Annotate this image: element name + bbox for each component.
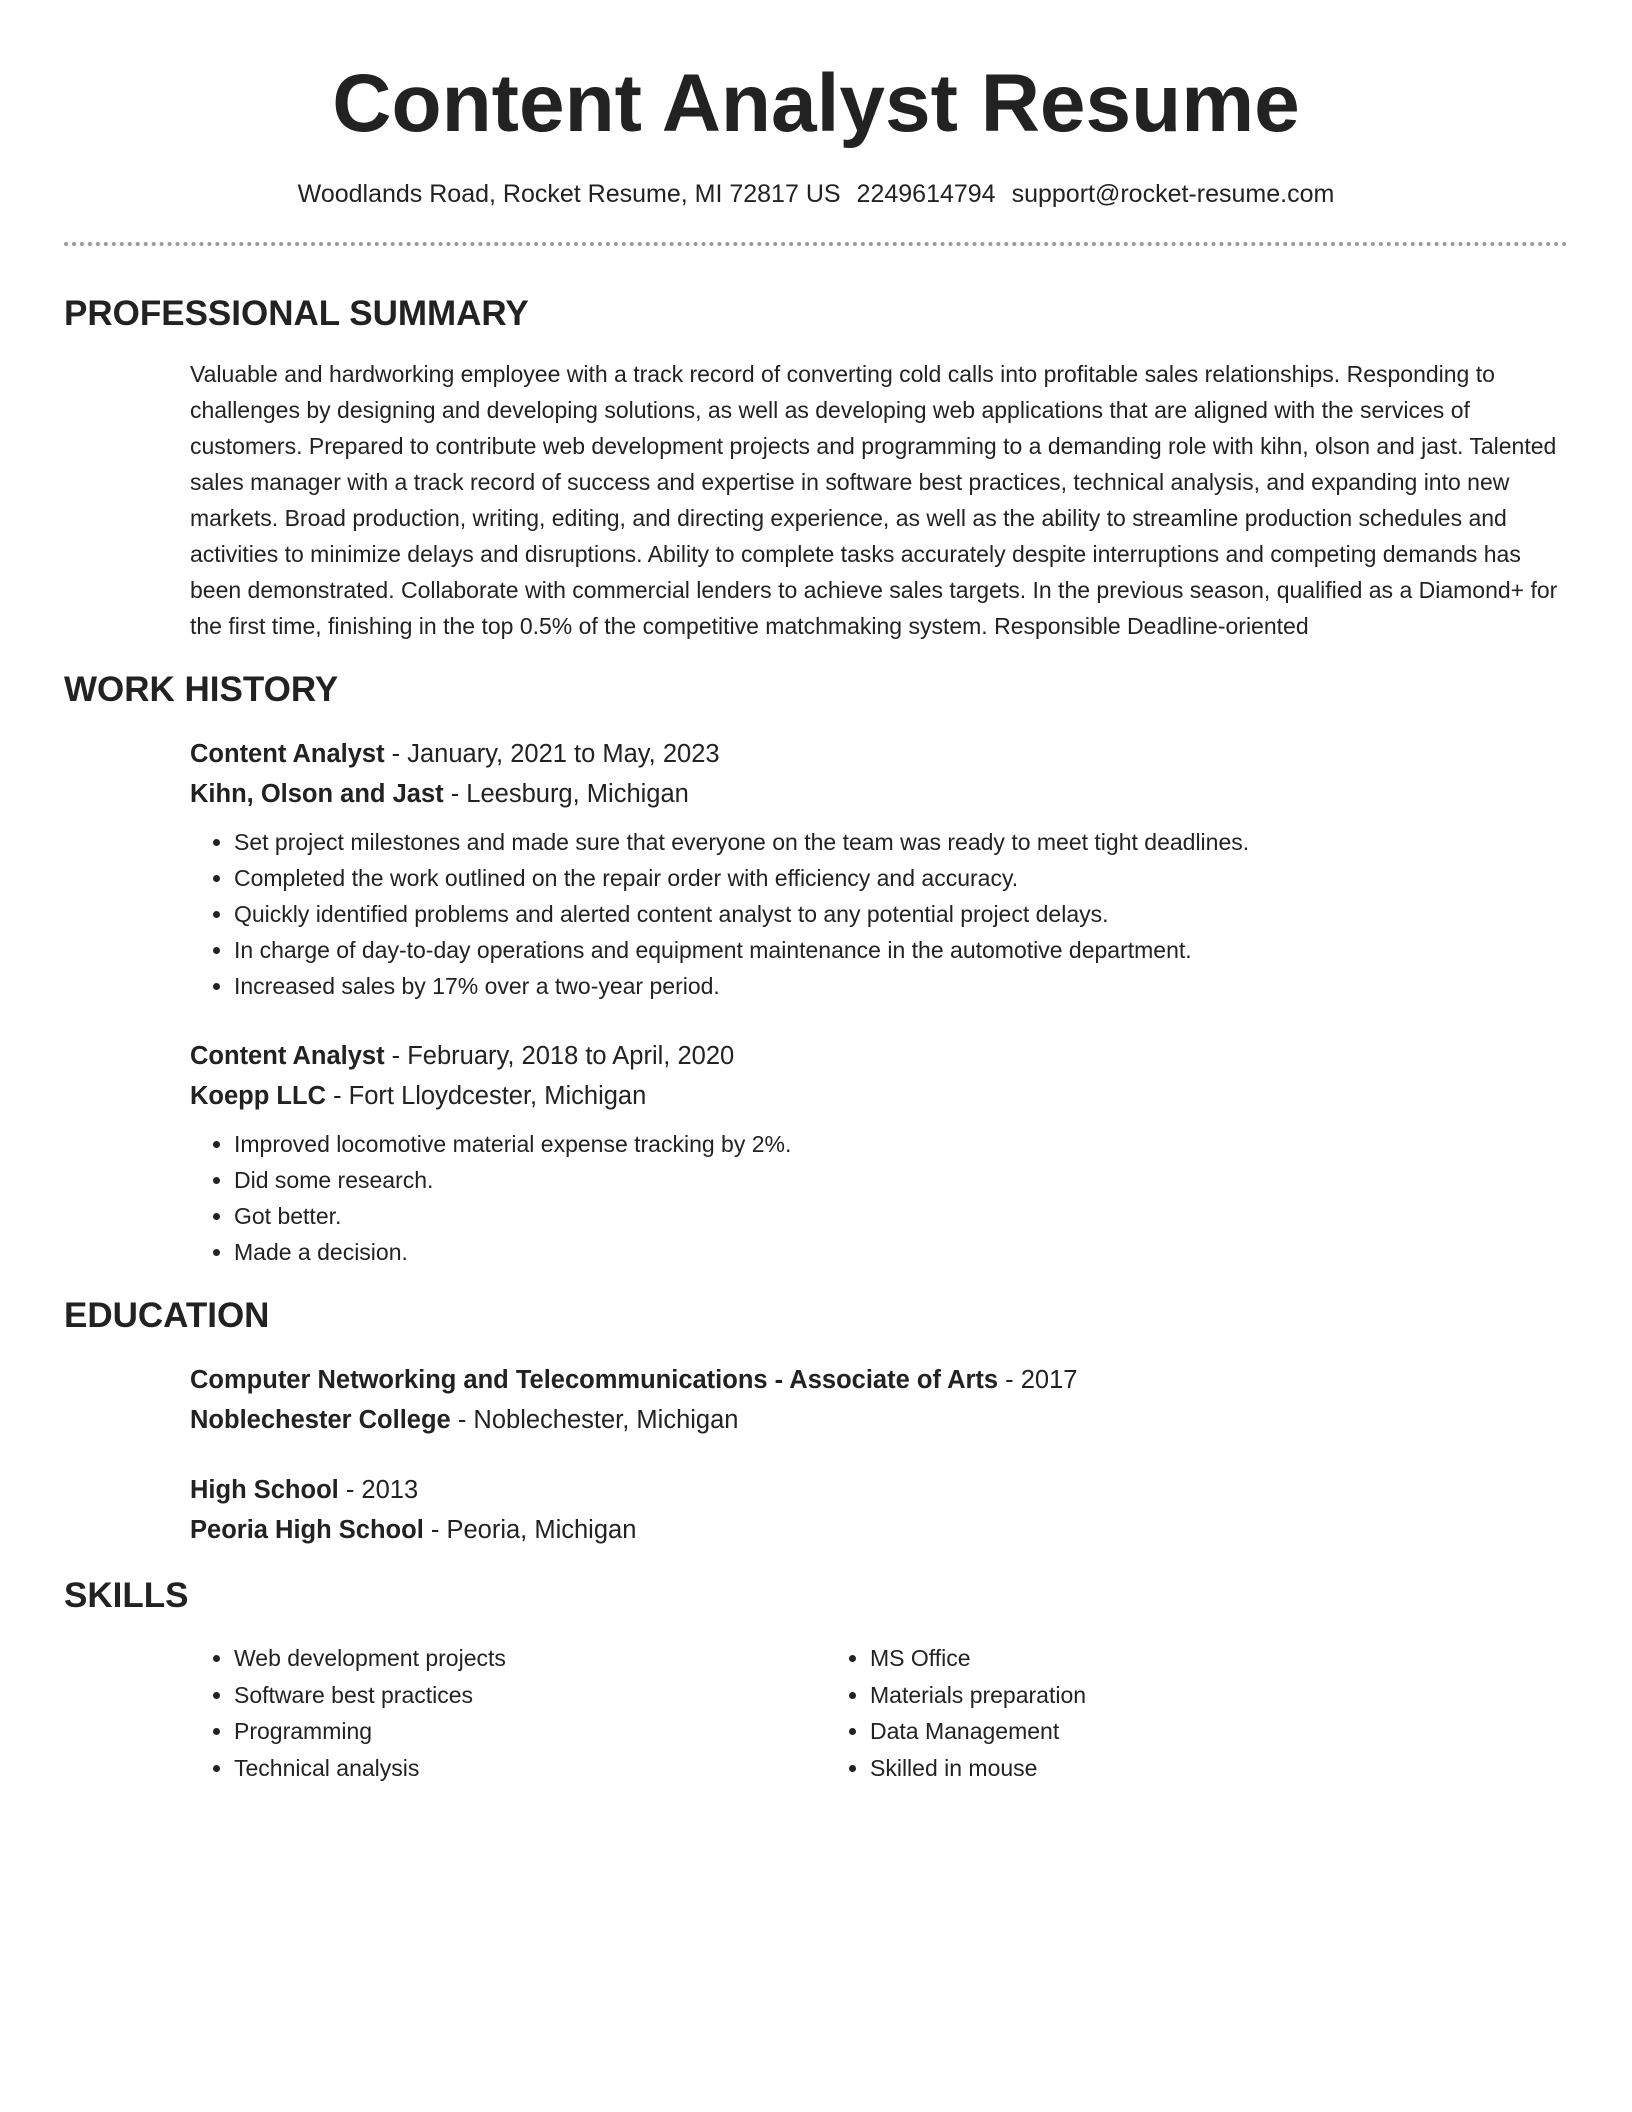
skills-list-left — [190, 1640, 826, 1786]
degree: High School — [190, 1476, 339, 1504]
school-location: - Peoria, Michigan — [423, 1516, 637, 1544]
job-entry — [64, 1036, 1568, 1270]
school: Peoria High School — [190, 1516, 424, 1544]
skills-section — [64, 1574, 1568, 1786]
list-item: • Set project milestones and made sure that everyone on the team was ready to meet tight deadlines. — [234, 824, 1568, 860]
school-line — [190, 1400, 1568, 1440]
list-item: • MS Office — [870, 1640, 1462, 1677]
job-company: Kihn, Olson and Jast — [190, 780, 444, 808]
degree-year: - 2013 — [338, 1476, 419, 1504]
job-company-line — [190, 774, 1568, 814]
work-history-heading: WORK HISTORY — [64, 670, 339, 709]
job-company-line — [190, 1076, 1568, 1116]
job-dates: - February, 2018 to April, 2020 — [384, 1042, 735, 1070]
job-company: Koepp LLC — [190, 1082, 326, 1110]
degree: Computer Networking and Telecommunications - Associate of Arts — [190, 1366, 999, 1394]
summary-section — [64, 292, 1568, 644]
list-item: • Data Management — [870, 1713, 1462, 1750]
education-entry — [64, 1470, 1568, 1550]
job-title: Content Analyst — [190, 740, 385, 768]
education-entry — [64, 1360, 1568, 1440]
list-item: • Software best practices — [234, 1677, 826, 1714]
list-item: • Did some research. — [234, 1162, 1568, 1198]
job-entry — [64, 734, 1568, 1004]
job-bullets — [190, 1126, 1568, 1270]
list-item: • Made a decision. — [234, 1234, 1568, 1270]
skills-columns — [190, 1640, 1568, 1786]
contact-address: Woodlands Road, Rocket Resume, MI 72817 US — [297, 180, 841, 208]
job-title-line — [190, 1036, 1568, 1076]
school-line — [190, 1510, 1568, 1550]
summary-text: Valuable and hardworking employee with a track record of converting cold calls into profitable sales relationships. Responding to challenges by designing and developing solutions, as well as developing web applications that are aligned with the services of customers. Prepared to contribute web development projects and programming to a demanding role with kihn, olson and jast. Talented sales manager with a track record of success and expertise in software best practices, technical analysis, and expanding into new markets. Broad production, writing, editing, and directing experience, as well as the ability to streamline production schedules and activities to minimize delays and disruptions. Ability to complete tasks accurately despite interruptions and competing demands has been demonstrated. Collaborate with commercial lenders to achieve sales targets. In the previous season, qualified as a Diamond+ for the first time, finishing in the top 0.5% of the competitive matchmaking system. Responsible Deadline-oriented — [190, 361, 1558, 639]
contact-phone: 2249614794 — [856, 180, 996, 208]
list-item: • Quickly identified problems and alerted content analyst to any potential project delays. — [234, 896, 1568, 932]
list-item: • Got better. — [234, 1198, 1568, 1234]
contact-email: support@rocket-resume.com — [1011, 180, 1335, 208]
degree-year: - 2017 — [998, 1366, 1078, 1394]
job-title: Content Analyst — [190, 1042, 385, 1070]
school: Noblechester College — [190, 1406, 451, 1434]
degree-line — [190, 1470, 1568, 1510]
page-title: Content Analyst Resume — [332, 58, 1300, 149]
list-item: • Skilled in mouse — [870, 1750, 1462, 1787]
skills-heading: SKILLS — [64, 1576, 189, 1615]
list-item: • Technical analysis — [234, 1750, 826, 1787]
skills-list-right — [826, 1640, 1462, 1786]
contact-line — [64, 178, 1568, 210]
job-dates: - January, 2021 to May, 2023 — [384, 740, 720, 768]
degree-line — [190, 1360, 1568, 1400]
education-section — [64, 1294, 1568, 1550]
list-item: • Increased sales by 17% over a two-year period. — [234, 968, 1568, 1004]
list-item: • Completed the work outlined on the repair order with efficiency and accuracy. — [234, 860, 1568, 896]
header-divider — [64, 242, 1568, 246]
list-item: • In charge of day-to-day operations and equipment maintenance in the automotive department. — [234, 932, 1568, 968]
job-location: - Fort Lloydcester, Michigan — [325, 1082, 647, 1110]
list-item: • Web development projects — [234, 1640, 826, 1677]
list-item: • Materials preparation — [870, 1677, 1462, 1714]
list-item: • Improved locomotive material expense tracking by 2%. — [234, 1126, 1568, 1162]
summary-heading: PROFESSIONAL SUMMARY — [64, 294, 529, 333]
job-bullets — [190, 824, 1568, 1004]
job-location: - Leesburg, Michigan — [443, 780, 689, 808]
work-history-section — [64, 668, 1568, 1270]
list-item: • Programming — [234, 1713, 826, 1750]
job-title-line — [190, 734, 1568, 774]
school-location: - Noblechester, Michigan — [450, 1406, 739, 1434]
education-heading: EDUCATION — [64, 1296, 270, 1335]
